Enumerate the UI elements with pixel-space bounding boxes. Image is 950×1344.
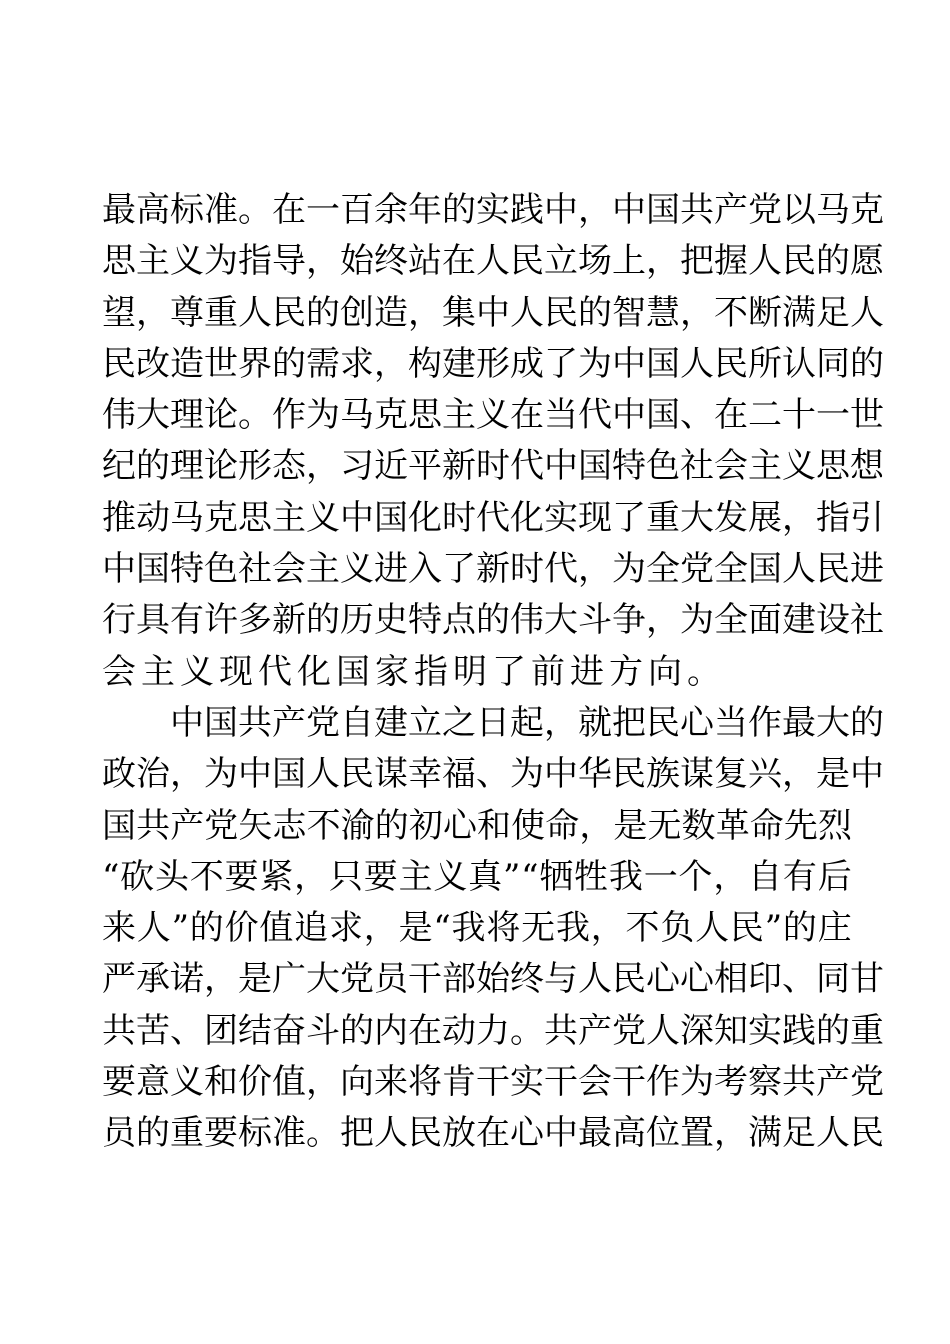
text-line: 中 国 特 色 社 会 主 义 进 入 了 新 时 代 ， 为 全 党 全 国 人 民 进 <box>102 549 884 590</box>
text-line: 纪 的 理 论 形 态 ， 习 近 平 新 时 代 中 国 特 色 社 会 主 义 思 想 <box>102 446 884 487</box>
text-line: 望 ， 尊 重 人 民 的 创 造 ， 集 中 人 民 的 智 慧 ， 不 断 满 足 人 <box>102 292 884 333</box>
text-line: “ 砍 头 不 要 紧 ， 只 要 主 义 真 ” “ 牺 牲 我 一 个 ， 自 有 后 <box>102 856 852 897</box>
text-line: 最 高 标 准 。 在 一 百 余 年 的 实 践 中 ， 中 国 共 产 党 以 马 克 <box>102 190 884 230</box>
text-line: 国 共 产 党 矢 志 不 渝 的 初 心 和 使 命 ， 是 无 数 革 命 先 烈 <box>102 805 852 846</box>
text-line: 中 国 共 产 党 自 建 立 之 日 起 ， 就 把 民 心 当 作 最 大 的 <box>170 702 884 743</box>
text-line: 行 具 有 许 多 新 的 历 史 特 点 的 伟 大 斗 争 ， 为 全 面 建 设 社 <box>102 600 884 641</box>
text-line: 政 治 ， 为 中 国 人 民 谋 幸 福 、 为 中 华 民 族 谋 复 兴 ， 是 中 <box>102 754 884 795</box>
text-line: 推 动 马 克 思 主 义 中 国 化 时 代 化 实 现 了 重 大 发 展 ， 指 引 <box>102 497 884 538</box>
text-line: 民 改 造 世 界 的 需 求 ， 构 建 形 成 了 为 中 国 人 民 所 认 同 的 <box>102 343 884 384</box>
text-line: 会主义现代化国家指明了前进方向。 <box>102 651 726 692</box>
text-line: 要 意 义 和 价 值 ， 向 来 将 肯 干 实 干 会 干 作 为 考 察 共 产 党 <box>102 1062 884 1103</box>
text-line: 来 人 ” 的 价 值 追 求 ， 是 “ 我 将 无 我 ， 不 负 人 民 ” 的 庄 <box>102 908 852 949</box>
text-line: 伟 大 理 论 。 作 为 马 克 思 主 义 在 当 代 中 国 、 在 二 十 一 世 <box>102 395 884 436</box>
text-line: 严 承 诺 ， 是 广 大 党 员 干 部 始 终 与 人 民 心 心 相 印 、 同 甘 <box>102 959 884 1000</box>
text-line: 思 主 义 为 指 导 ， 始 终 站 在 人 民 立 场 上 ， 把 握 人 民 的 愿 <box>102 241 884 282</box>
body-text <box>102 185 884 1160</box>
text-line: 共 苦 、 团 结 奋 斗 的 内 在 动 力 。 共 产 党 人 深 知 实 践 的 重 <box>102 1010 884 1051</box>
text-line: 员 的 重 要 标 准 。 把 人 民 放 在 心 中 最 高 位 置 ， 满 足 人 民 <box>102 1113 884 1154</box>
